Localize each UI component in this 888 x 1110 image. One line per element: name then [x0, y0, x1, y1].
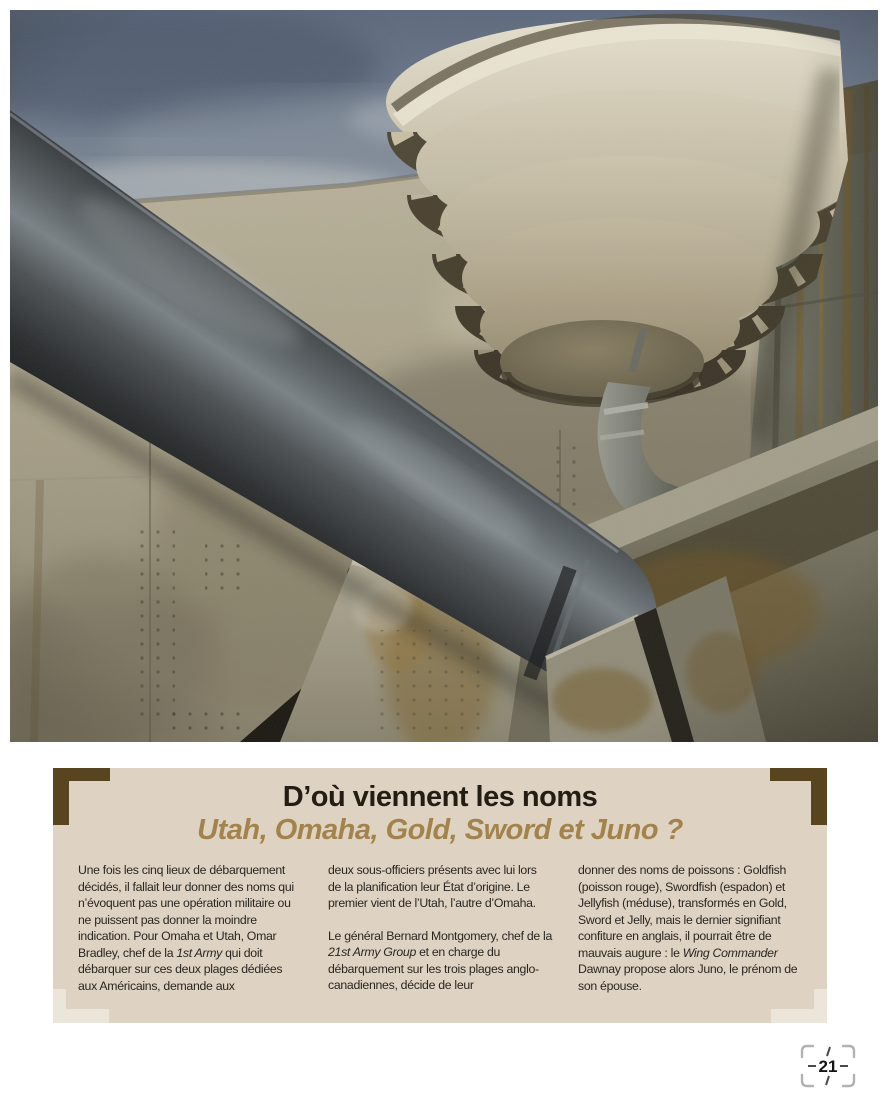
callout-box [53, 768, 827, 1023]
bunker-gun-illustration [10, 10, 878, 742]
callout-columns [53, 846, 827, 994]
bunker-gun-photo [10, 10, 878, 742]
page-number-value: 21 [818, 1057, 838, 1076]
paragraph: donner des noms de poissons : Goldfish (poisson rouge), Swordfish (espadon) et Jellyfish (méduse), transformés en Gold, Sword et Jelly, mais le dernier signifiant confiture en anglais, il pourrait être de mauvais augure : le Wing Commander Dawnay propose alors Juno, le prénom de son épouse. [578, 863, 798, 993]
corner-bracket-bottom-right [771, 989, 827, 1023]
corner-bracket-top-right [770, 768, 827, 825]
reticle-icon [797, 1041, 859, 1091]
grain-overlay [10, 10, 878, 742]
page-number-reticle [797, 1041, 859, 1091]
corner-bracket-top-left [53, 768, 110, 825]
text-column-2 [328, 862, 552, 994]
paragraph: Le général Bernard Montgomery, chef de la 21st Army Group et en charge du débarquement sur les trois plages anglo-canadiennes, décide de leur [328, 928, 552, 992]
text-column-3 [578, 862, 802, 994]
text-column-1 [78, 862, 302, 994]
paragraph: deux sous-officiers présents avec lui lors de la planification leur État d’origine. Le premier vient de l’Utah, l’autre d’Omaha. [328, 863, 537, 910]
paragraph: Une fois les cinq lieux de débarquement décidés, il fallait leur donner des noms qui n’évoquent pas une opération militaire ou ne puissent pas donner la moindre indication. Pour Omaha et Utah, Omar Bradley, chef de la 1st Army qui doit débarquer sur ces deux plages dédiées aux Américains, demande aux [78, 863, 294, 993]
callout-subtitle: Utah, Omaha, Gold, Sword et Juno ? [197, 814, 683, 846]
callout-title: D’où viennent les noms [282, 781, 598, 813]
corner-bracket-bottom-left [53, 989, 109, 1023]
